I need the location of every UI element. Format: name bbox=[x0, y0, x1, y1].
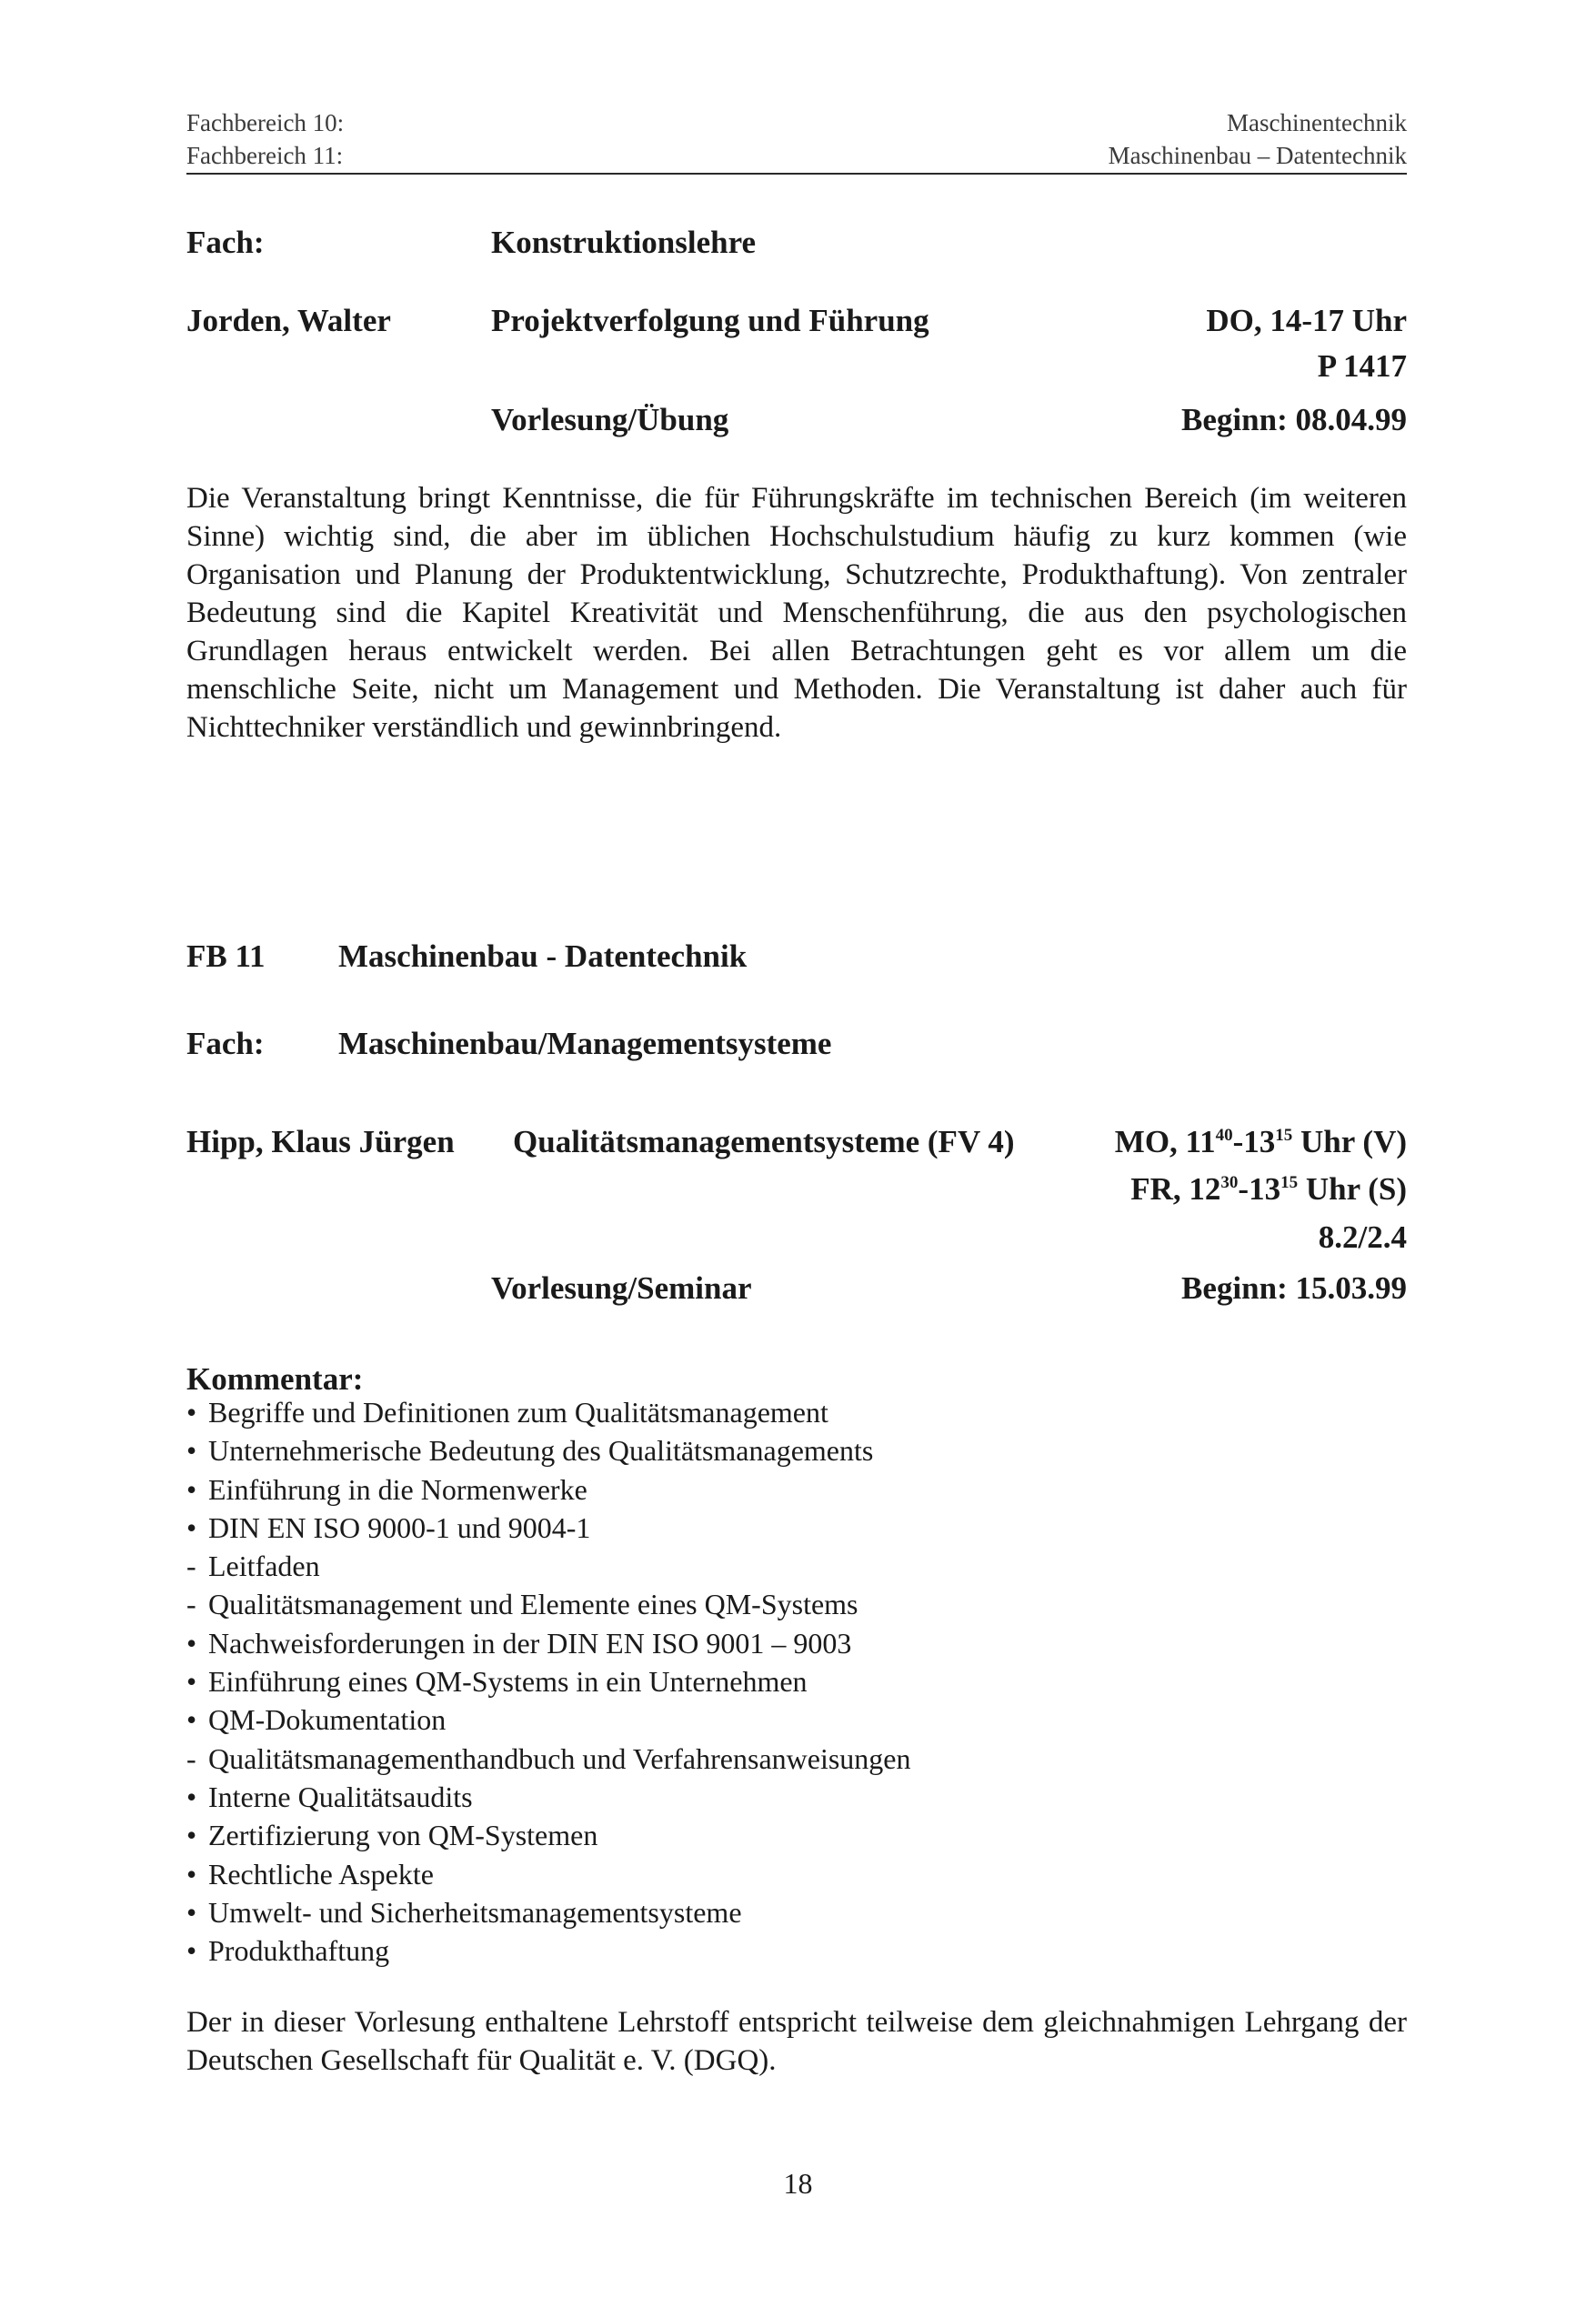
comment-list bbox=[186, 1393, 911, 1970]
list-item: - Qualitätsmanagementhandbuch und Verfahrensanweisungen bbox=[186, 1741, 911, 1775]
course-time-2b: FR, $12^{30}-13^{15}$ Uhr (S) bbox=[1130, 1171, 1407, 1207]
fach-value: Konstruktionslehre bbox=[491, 225, 757, 260]
page-number: 18 bbox=[783, 2167, 813, 2200]
list-item: • Einführung eines QM-Systems in ein Unternehmen bbox=[186, 1665, 808, 1699]
list-item: • Unternehmerische Bedeutung des Qualitätsmanagements bbox=[186, 1434, 874, 1468]
fach-label-2: Fach: bbox=[186, 1026, 265, 1061]
list-item: • Interne Qualitätsaudits bbox=[186, 1780, 473, 1813]
list-item: • QM-Dokumentation bbox=[186, 1703, 447, 1737]
fb-label: FB 11 bbox=[186, 938, 266, 974]
course-begin-2: Beginn: 15.03.99 bbox=[1181, 1270, 1407, 1306]
header-left-line2: Fachbereich 11: bbox=[186, 142, 344, 169]
lecturer-name: Jorden, Walter bbox=[186, 303, 391, 338]
comment-label: Kommentar: bbox=[186, 1361, 364, 1397]
list-item: - Leitfaden bbox=[186, 1550, 320, 1583]
course-title-2: Qualitätsmanagementsysteme (FV 4) bbox=[513, 1124, 1015, 1159]
list-item: - Qualitätsmanagement und Elemente eines QM-Systems bbox=[186, 1588, 858, 1621]
list-item: • Rechtliche Aspekte bbox=[186, 1857, 434, 1891]
header-right-line1: Maschinentechnik bbox=[1227, 109, 1407, 136]
course-room-2: 8.2/2.4 bbox=[1318, 1219, 1407, 1255]
lecturer-name-2: Hipp, Klaus Jürgen bbox=[186, 1124, 455, 1159]
header-left-line1: Fachbereich 10: bbox=[186, 109, 345, 136]
header-rule bbox=[186, 173, 1407, 175]
list-item: • DIN EN ISO 9000-1 und 9004-1 bbox=[186, 1510, 591, 1544]
list-item: • Nachweisforderungen in der DIN EN ISO 9001 – 9003 bbox=[186, 1626, 852, 1660]
fach-label: Fach: bbox=[186, 225, 265, 260]
list-item: • Produkthaftung bbox=[186, 1934, 390, 1968]
fb-name: Maschinenbau - Datentechnik bbox=[338, 938, 748, 974]
footer-note: Der in dieser Vorlesung enthaltene Lehrstoff entspricht teilweise dem gleichnahmigen Lehrgang der Deutschen Gesellschaft für Qualität e. V. (DGQ). bbox=[186, 2006, 1407, 2077]
course-time-2a: MO, $11^{40}-13^{15}$ Uhr (V) bbox=[1114, 1124, 1407, 1159]
list-item: • Einführung in die Normenwerke bbox=[186, 1472, 587, 1506]
course-type-2: Vorlesung/Seminar bbox=[491, 1270, 752, 1306]
course-begin: Beginn: 08.04.99 bbox=[1181, 402, 1407, 437]
course-type: Vorlesung/Übung bbox=[491, 402, 729, 437]
list-item: • Begriffe und Definitionen zum Qualitätsmanagement bbox=[186, 1396, 828, 1429]
header-right-line2: Maschinenbau – Datentechnik bbox=[1108, 142, 1407, 169]
course-description: Die Veranstaltung bringt Kenntnisse, die für Führungskräfte im technischen Bereich (im weiteren Sinne) wichtig sind, die aber im üblichen Hochschulstudium häufig zu kurz kommen (wie Organisation und Planung der Produktentwicklung, Schutzrechte, Produkthaftung). Von zentraler Bedeutung sind die Kapitel Kreativität und Menschenführung, die aus den psychologischen Grundlagen heraus entwickelt werden. Bei allen Betrachtungen geht es vor allem um die menschliche Seite, nicht um Management und Methoden. Die Veranstaltung ist daher auch für Nichttechniker verständlich und gewinnbringend. bbox=[186, 482, 1407, 744]
list-item: • Umwelt- und Sicherheitsmanagementsysteme bbox=[186, 1895, 742, 1929]
fach-value-2: Maschinenbau/Managementsysteme bbox=[338, 1026, 832, 1061]
list-item: • Zertifizierung von QM-Systemen bbox=[186, 1819, 598, 1852]
course-time: DO, 14-17 Uhr bbox=[1206, 303, 1407, 338]
course-title: Projektverfolgung und Führung bbox=[491, 303, 929, 338]
course-room: P 1417 bbox=[1317, 348, 1407, 384]
